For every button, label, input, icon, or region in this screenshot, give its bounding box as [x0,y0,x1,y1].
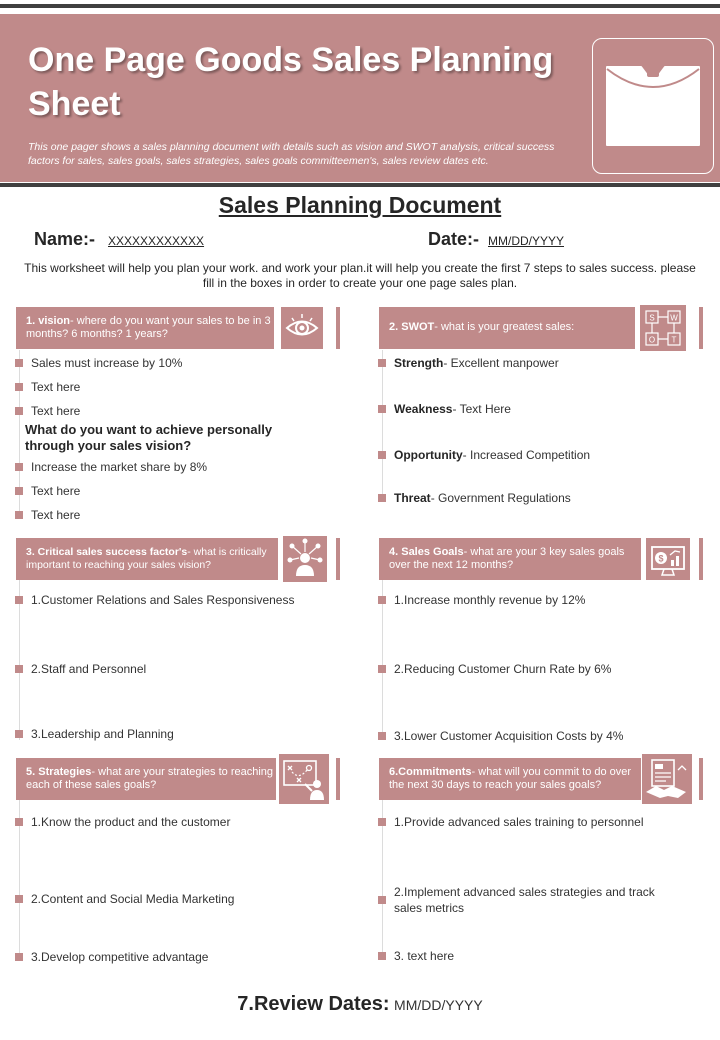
top-rule [0,4,720,8]
vision-title: 1. vision [26,315,71,327]
goals-header [379,538,641,580]
contract-handshake-icon [642,754,692,804]
swot-guide-line [382,350,383,500]
swot-item-weakness: Weakness- Text Here [378,402,698,417]
name-label: Name:- [34,229,96,249]
swot-grid-w: W [670,313,678,323]
commitments-desc: - what will you commit to do over the next 30 days to reach your sales goals? [389,766,632,791]
review-dates [0,993,720,1016]
intro-text: This worksheet will help you plan your work. and work your plan.it will help you create the first 7 steps to sales success. please fill in the boxes in order to create your one page sales plan. [24,261,696,290]
swot-header-edge [699,307,703,349]
goals-header-edge [699,538,703,580]
strategies-item-2: 2.Content and Social Media Marketing [15,892,335,907]
eye-icon [281,307,323,349]
factors-header-edge [336,538,340,580]
swot-title: 2. SWOT [389,321,435,333]
envelope-icon [603,61,703,151]
factors-title: 3. Critical sales success factor's [26,546,188,558]
banner-subtitle: This one pager shows a sales planning document with details such as vision and SWOT analysis, critical success factors for sales, sales goals, sales strategies, sales goals committeemen's, sales review dates etc. [28,141,555,167]
swot-header [379,307,635,349]
factors-header [16,538,278,580]
swot-grid-o: O [648,335,656,345]
strategies-item-3: 3.Develop competitive advantage [15,950,335,965]
vision-item-2: Text here [15,380,335,395]
factors-desc: - what is critically important to reaching your sales vision? [26,546,267,571]
vision-item-1: Sales must increase by 10% [15,356,335,371]
date-label: Date:- [428,229,480,249]
vision-header [16,307,274,349]
review-value[interactable]: MM/DD/YYYY [394,997,483,1013]
vision-desc: - where do you want your sales to be in 3 months? 6 months? 1 years? [26,315,271,340]
vision-personal-item-1: Increase the market share by 8% [15,460,335,475]
commitments-item-2: 2.Implement advanced sales strategies and track sales metrics [378,884,668,916]
goals-item-1: 1.Increase monthly revenue by 12% [378,593,698,608]
commitments-header-edge [699,758,703,800]
goals-item-2: 2.Reducing Customer Churn Rate by 6% [378,662,698,677]
name-value[interactable]: XXXXXXXXXXXX [108,234,205,248]
header-rule [0,183,720,187]
strategy-board-icon [279,754,329,804]
strategies-header [16,758,276,800]
strategies-desc: - what are your strategies to reaching each of these sales goals? [26,766,274,791]
vision-personal-item-3: Text here [15,508,335,523]
factors-item-3: 3.Leadership and Planning [15,727,335,742]
strategies-title: 5. Strategies [26,766,92,778]
vision-header-edge [336,307,340,349]
monitor-chart-icon [646,538,690,580]
swot-item-strength: Strength- Excellent manpower [378,356,698,371]
strategies-header-edge [336,758,340,800]
commitments-item-1: 1.Provide advanced sales training to personnel [378,815,698,830]
commitments-header [379,758,641,800]
vision-item-3: Text here [15,404,335,419]
date-value[interactable]: MM/DD/YYYY [488,234,565,248]
vision-personal-item-2: Text here [15,484,335,499]
swot-grid-s: S [649,313,655,323]
strategies-item-1: 1.Know the product and the customer [15,815,335,830]
header-banner [0,14,720,182]
swot-item-threat: Threat- Government Regulations [378,491,698,506]
svg-text:$: $ [658,553,664,564]
review-label: 7.Review Dates: [237,993,390,1015]
vision-question: What do you want to achieve personally through your sales vision? [25,422,273,453]
swot-desc: - what is your greatest sales: [434,321,575,333]
commitments-item-3: 3. text here [378,949,698,964]
factors-item-1: 1.Customer Relations and Sales Responsiveness [15,593,335,608]
commitments-title: 6.Commitments [389,766,472,778]
swot-grid-icon [640,305,686,351]
factors-item-2: 2.Staff and Personnel [15,662,335,677]
banner-icon-frame [592,38,714,174]
document-title: Sales Planning Document [218,192,502,218]
swot-grid-t: T [671,335,677,345]
goals-item-3: 3.Lower Customer Acquisition Costs by 4% [378,729,698,744]
swot-item-opportunity: Opportunity- Increased Competition [378,448,698,463]
banner-title: One Page Goods Sales Planning Sheet [28,41,554,123]
network-person-icon [283,536,327,582]
goals-title: 4. Sales Goals [389,546,464,558]
goals-desc: - what are your 3 key sales goals over the next 12 months? [389,546,625,571]
